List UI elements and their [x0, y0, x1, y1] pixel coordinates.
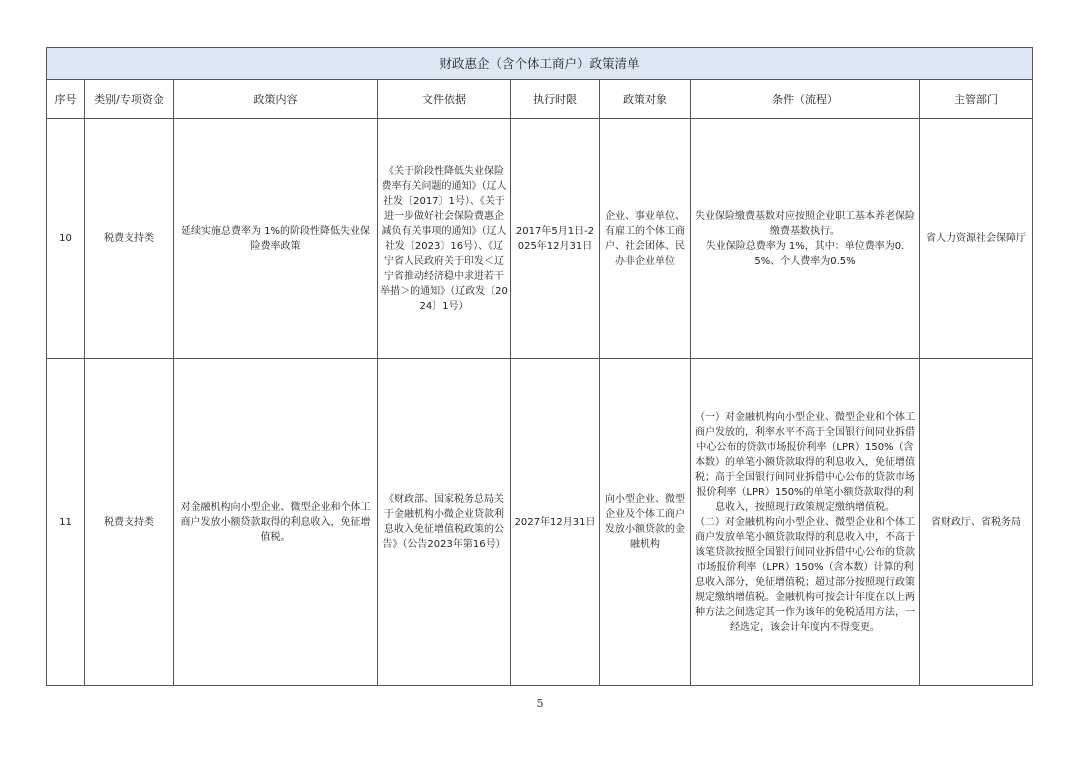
row-category: 税费支持类	[85, 359, 174, 686]
row-seq: 11	[47, 359, 85, 686]
policy-table	[46, 47, 1033, 686]
row-dept: 省财政厅、省税务局	[920, 359, 1033, 686]
table-row	[47, 119, 1033, 359]
condition-paragraph: （二）对金融机构向小型企业、微型企业和个体工商户发放单笔小额贷款取得的利息收入中，不高于该笔贷款按照全国银行间同业拆借中心公布的贷款市场报价利率（LPR）150%（含本数）计算的利息收入部分，免征增值税；超过部分按照现行政策规定缴纳增值税。金融机构可按会计年度在以上两种方法之间选定其一作为该年的免税适用方法，一经选定，该会计年度内不得变更。	[695, 516, 915, 633]
row-condition	[691, 119, 920, 359]
header-dept: 主管部门	[920, 80, 1033, 119]
condition-paragraph: 失业保险缴费基数对应按照企业职工基本养老保险缴费基数执行。	[695, 210, 915, 237]
condition-paragraph: （一）对金融机构向小型企业、微型企业和个体工商户发放的，利率水平不高于全国银行间同业拆借中心公布的贷款市场报价利率（LPR）150%（含本数）的单笔小额贷款取得的利息收入，免征增值税；高于全国银行间同业拆借中心公布的贷款市场报价利率（LPR）150%的单笔小额贷款取得的利息收入，按照现行政策规定缴纳增值税。	[695, 411, 915, 513]
row-seq: 10	[47, 119, 85, 359]
header-content: 政策内容	[174, 80, 378, 119]
table-row	[47, 359, 1033, 686]
header-basis: 文件依据	[378, 80, 511, 119]
row-condition	[691, 359, 920, 686]
row-content: 延续实施总费率为 1%的阶段性降低失业保险费率政策	[174, 119, 378, 359]
row-content: 对金融机构向小型企业、微型企业和个体工商户发放小额贷款取得的利息收入，免征增值税。	[174, 359, 378, 686]
row-basis: 《关于阶段性降低失业保险费率有关问题的通知》（辽人社发〔2017〕1号）、《关于进一步做好社会保险费惠企减负有关事项的通知》（辽人社发〔2023〕16号）、《辽宁省人民政府关于印发＜辽宁省推动经济稳中求进若干举措＞的通知》（辽政发〔2024〕1号）	[378, 119, 511, 359]
table-title: 财政惠企（含个体工商户）政策清单	[47, 48, 1033, 80]
row-period: 2027年12月31日	[511, 359, 600, 686]
row-category: 税费支持类	[85, 119, 174, 359]
row-dept: 省人力资源社会保障厅	[920, 119, 1033, 359]
header-period: 执行时限	[511, 80, 600, 119]
header-seq: 序号	[47, 80, 85, 119]
page-number: 5	[536, 697, 544, 710]
table-title-row	[47, 48, 1033, 80]
row-target: 向小型企业、微型企业及个体工商户发放小额贷款的金融机构	[600, 359, 691, 686]
header-target: 政策对象	[600, 80, 691, 119]
header-category: 类别/专项资金	[85, 80, 174, 119]
row-period: 2017年5月1日-2025年12月31日	[511, 119, 600, 359]
row-target: 企业、事业单位、有雇工的个体工商户、社会团体、民办非企业单位	[600, 119, 691, 359]
header-condition: 条件（流程）	[691, 80, 920, 119]
row-basis: 《财政部、国家税务总局关于金融机构小微企业贷款利息收入免征增值税政策的公告》（公告2023年第16号）	[378, 359, 511, 686]
table-header-row	[47, 80, 1033, 119]
condition-paragraph: 失业保险总费率为 1%，其中：单位费率为0.5%、个人费率为0.5%	[705, 240, 905, 267]
